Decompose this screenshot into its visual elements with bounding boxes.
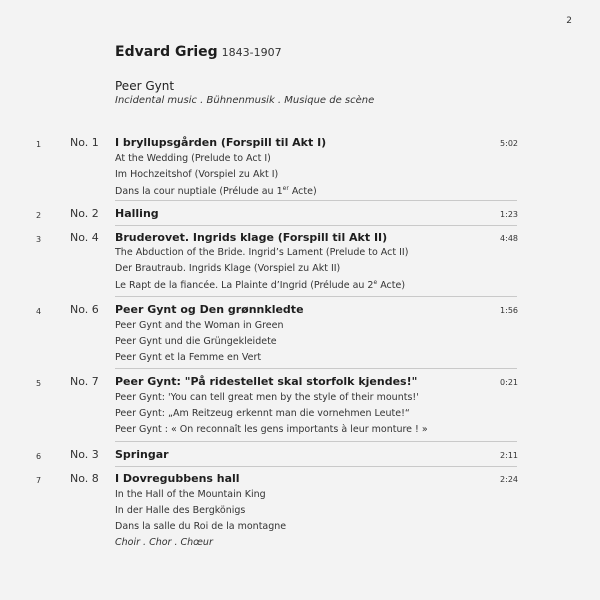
track-title: Peer Gynt og Den grønnkledte: [115, 303, 304, 316]
translation-de: Peer Gynt und die Grüngekleidete: [115, 336, 277, 347]
movement-number: No. 4: [70, 231, 99, 244]
divider: [115, 441, 517, 442]
track-duration: 4:48: [500, 234, 518, 243]
movement-number: No. 7: [70, 375, 99, 388]
track-title: Springar: [115, 448, 169, 461]
translation-de: Der Brautraub. Ingrids Klage (Vorspiel zu Akt II): [115, 263, 341, 274]
translation-de: Im Hochzeitshof (Vorspiel zu Akt I): [115, 169, 279, 180]
divider: [115, 368, 517, 369]
track-duration: 1:56: [500, 306, 518, 315]
translation-en: Peer Gynt and the Woman in Green: [115, 320, 284, 331]
translation-fr: Peer Gynt : « On reconnaît les gens importants à leur monture ! »: [115, 424, 428, 435]
translation-fr: Dans la salle du Roi de la montagne: [115, 521, 287, 532]
track-number: 2: [36, 211, 42, 220]
translation-en: Peer Gynt: 'You can tell great men by the style of their mounts!': [115, 392, 419, 403]
divider: [115, 225, 517, 226]
work-subtitle: Incidental music . Bühnenmusik . Musique de scène: [115, 95, 375, 106]
track-duration: 2:11: [500, 451, 518, 460]
track-number: 3: [36, 235, 42, 244]
composer-dates: 1843-1907: [221, 46, 282, 59]
translation-fr: Le Rapt de la fiancée. La Plainte d’Ingrid (Prélude au 2e Acte): [115, 279, 406, 292]
movement-number: No. 8: [70, 472, 99, 485]
translation-en: At the Wedding (Prelude to Act I): [115, 153, 271, 164]
composer-name: Edvard Grieg: [115, 44, 218, 60]
divider: [115, 466, 517, 467]
track-number: 1: [36, 140, 42, 149]
track-duration: 0:21: [500, 378, 518, 387]
translation-fr: Dans la cour nuptiale (Prélude au 1er Acte): [115, 185, 317, 198]
divider: [115, 200, 517, 201]
movement-number: No. 6: [70, 303, 99, 316]
translation-en: The Abduction of the Bride. Ingrid’s Lament (Prelude to Act II): [115, 247, 409, 258]
header: [115, 41, 282, 60]
translation-en: In the Hall of the Mountain King: [115, 489, 266, 500]
track-title: Peer Gynt: "På ridestellet skal storfolk kjendes!": [115, 375, 418, 388]
translation-de: Peer Gynt: „Am Reitzeug erkennt man die vornehmen Leute!“: [115, 408, 410, 419]
translation-de: In der Halle des Bergkönigs: [115, 505, 246, 516]
track-title: I bryllupsgården (Forspill til Akt I): [115, 136, 327, 149]
divider: [115, 296, 517, 297]
track-title: Bruderovet. Ingrids klage (Forspill til Akt II): [115, 231, 388, 244]
movement-number: No. 3: [70, 448, 99, 461]
track-number: 7: [36, 476, 42, 485]
work-title: Peer Gynt: [115, 79, 175, 93]
track-duration: 2:24: [500, 475, 518, 484]
track-number: 5: [36, 379, 42, 388]
track-duration: 1:23: [500, 210, 518, 219]
page-number: 2: [566, 16, 572, 26]
track-title: Halling: [115, 207, 159, 220]
performers: Choir . Chor . Chœur: [115, 537, 213, 548]
movement-number: No. 2: [70, 207, 99, 220]
track-title: I Dovregubbens hall: [115, 472, 240, 485]
movement-number: No. 1: [70, 136, 99, 149]
track-number: 6: [36, 452, 42, 461]
track-duration: 5:02: [500, 139, 518, 148]
track-number: 4: [36, 307, 42, 316]
translation-fr: Peer Gynt et la Femme en Vert: [115, 352, 262, 363]
